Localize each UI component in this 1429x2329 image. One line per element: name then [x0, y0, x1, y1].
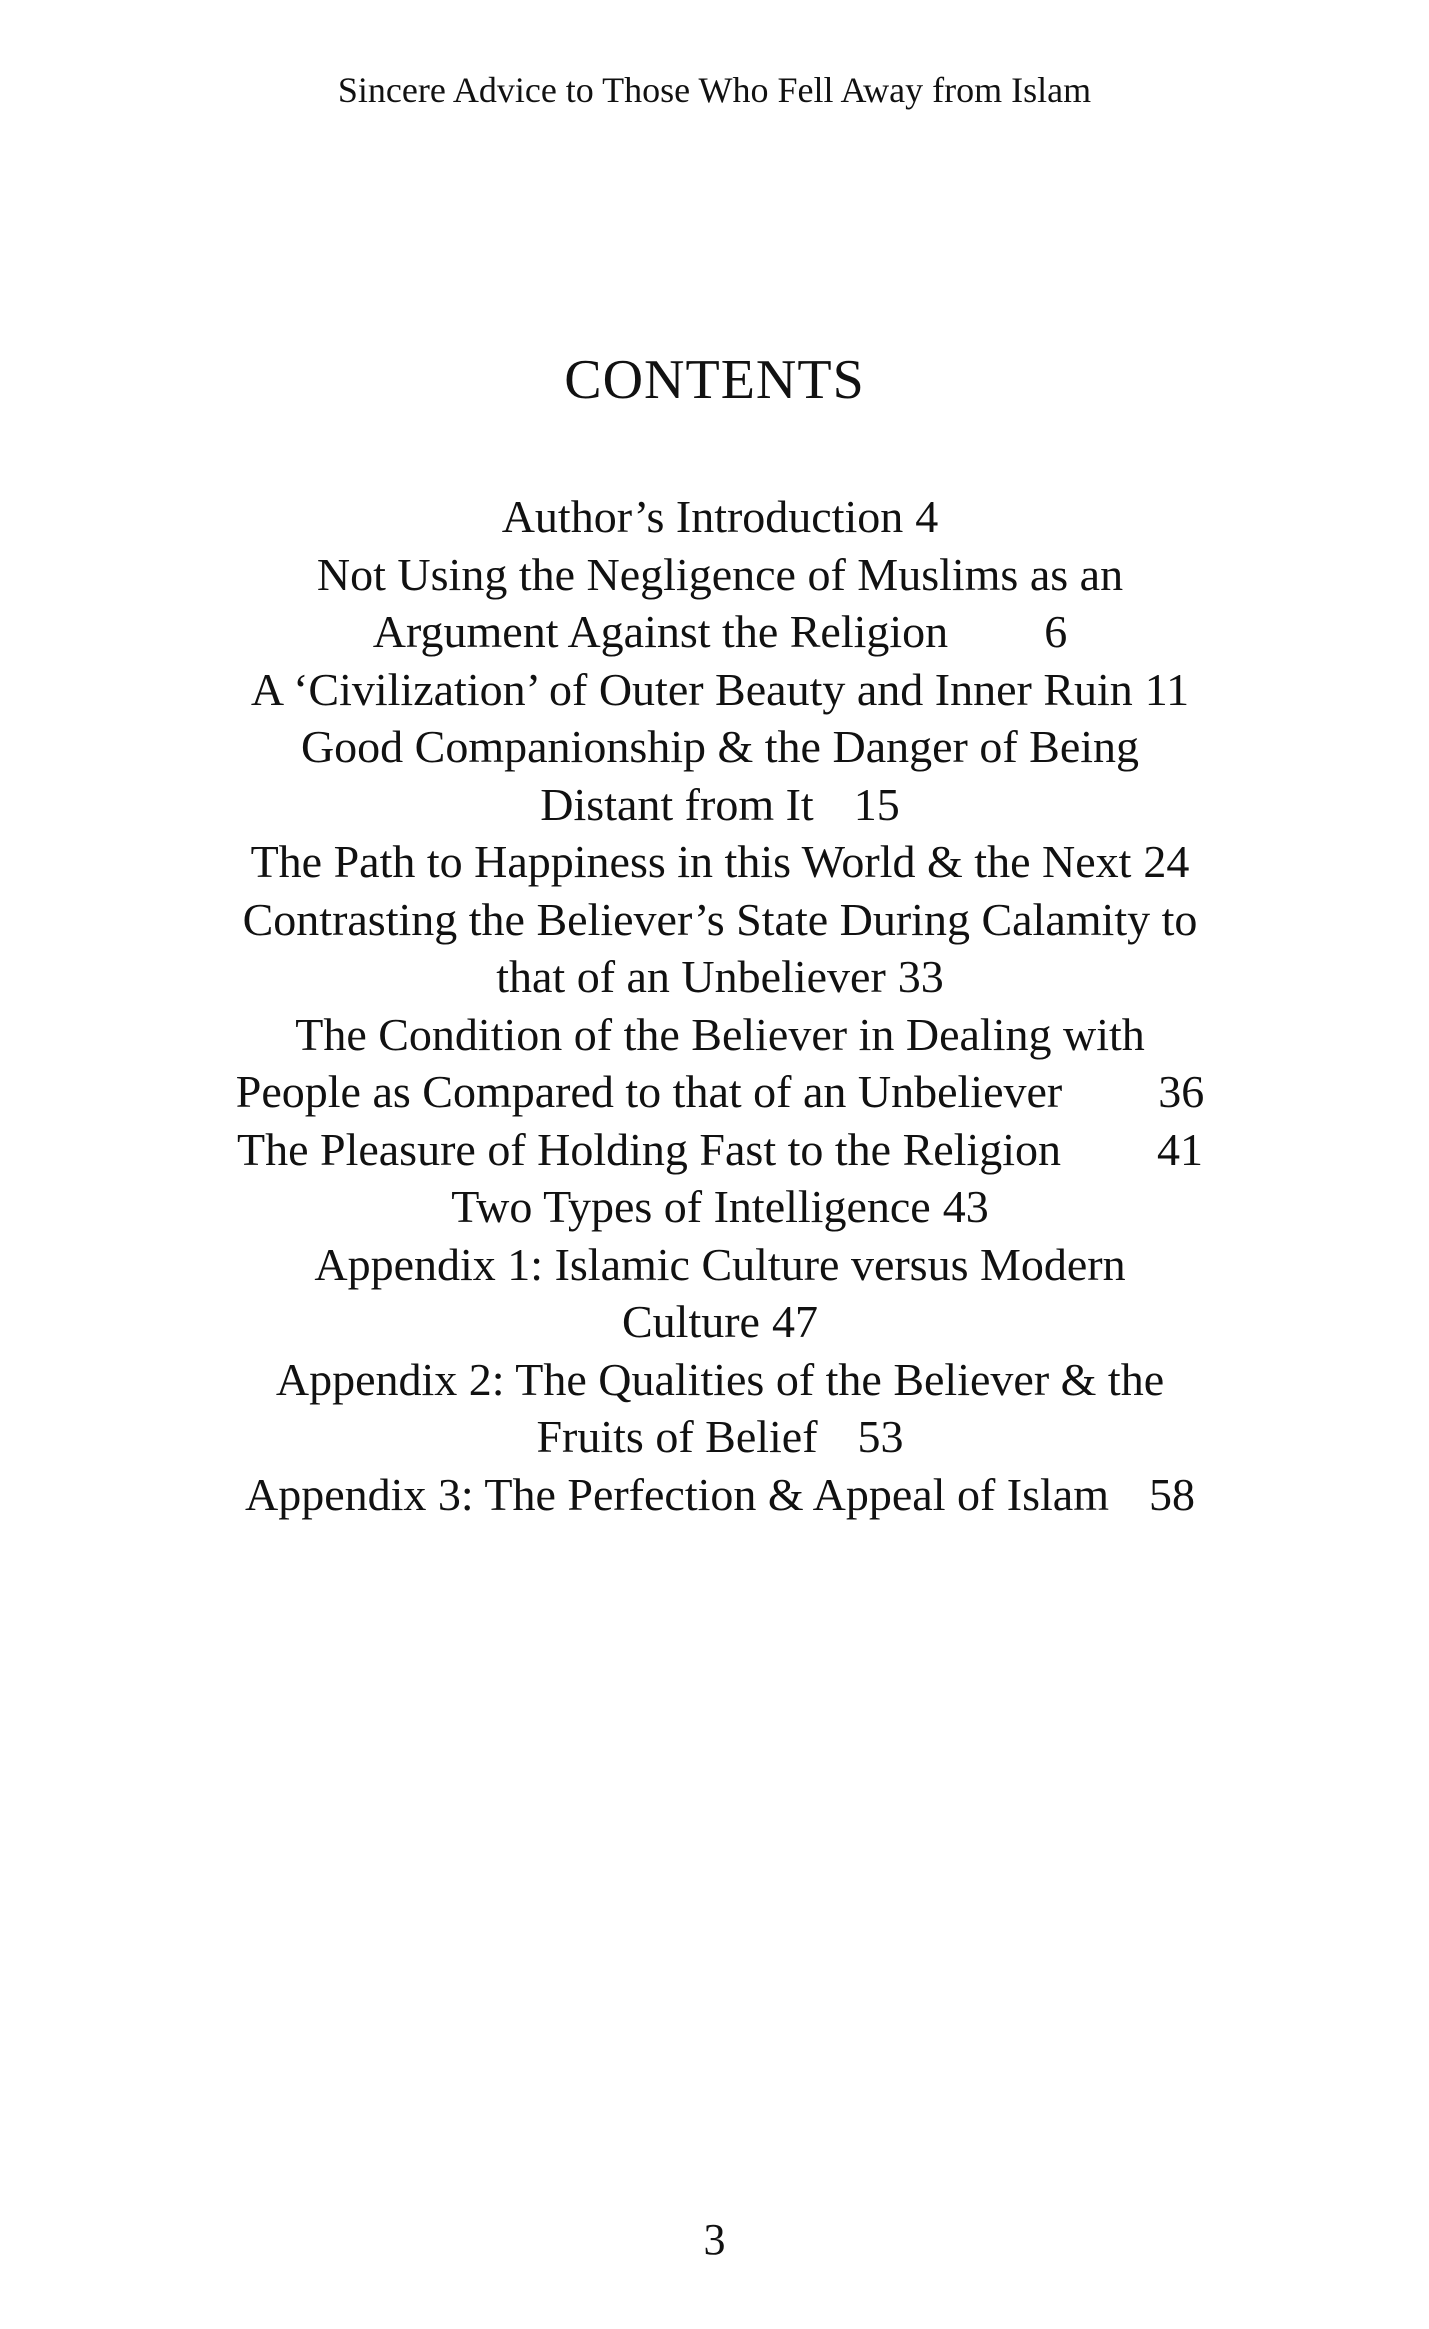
toc-line	[190, 603, 1250, 661]
toc-line	[190, 948, 1250, 1006]
toc-page-number: 43	[942, 1181, 989, 1232]
toc-line	[190, 661, 1250, 719]
toc-entry-authors-introduction[interactable]	[190, 488, 1250, 546]
toc-line	[190, 488, 1250, 546]
toc-entry-negligence-of-muslims[interactable]	[190, 546, 1250, 661]
toc-entry-title: Distant from It	[540, 778, 814, 830]
toc-entry-title: Appendix 2: The Qualities of the Believer & the	[275, 1353, 1165, 1405]
toc-entry-pleasure-of-holding-fast[interactable]	[190, 1121, 1250, 1179]
toc-entry-title: Not Using the Negligence of Muslims as an	[316, 548, 1124, 600]
toc-entry-title: Good Companionship & the Danger of Being	[300, 721, 1140, 772]
toc-line	[190, 1063, 1250, 1121]
toc-entry-title: The Condition of the Believer in Dealing with	[295, 1008, 1145, 1060]
toc-page-number: 6	[1044, 606, 1068, 657]
toc-page-number: 33	[897, 951, 944, 1002]
toc-line	[190, 1466, 1250, 1524]
table-of-contents	[190, 488, 1250, 1523]
toc-page-number: 24	[1143, 836, 1190, 887]
toc-entry-good-companionship[interactable]	[190, 718, 1250, 833]
toc-page-number: 41	[1157, 1123, 1204, 1175]
toc-entry-title: The Pleasure of Holding Fast to the Religion	[236, 1123, 1062, 1175]
toc-entry-title: Appendix 1: Islamic Culture versus Modern	[314, 1238, 1126, 1290]
toc-entry-two-types-of-intelligence[interactable]	[190, 1178, 1250, 1236]
toc-page-number: 4	[915, 491, 939, 542]
toc-entry-civilization[interactable]	[190, 661, 1250, 719]
toc-line	[190, 546, 1250, 604]
toc-line	[190, 1236, 1250, 1294]
toc-page-number: 11	[1144, 663, 1190, 715]
toc-entry-appendix-2[interactable]	[190, 1351, 1250, 1466]
toc-line	[190, 1351, 1250, 1409]
toc-entry-title: Appendix 3: The Perfection & Appeal of Islam	[244, 1468, 1109, 1520]
toc-line	[190, 1293, 1250, 1351]
toc-page-number: 53	[857, 1411, 904, 1462]
toc-entry-believer-dealing-with-people[interactable]	[190, 1006, 1250, 1121]
toc-page-number: 58	[1149, 1468, 1195, 1520]
toc-line	[190, 1121, 1250, 1179]
toc-line	[190, 718, 1250, 776]
toc-entry-title: Two Types of Intelligence	[451, 1181, 931, 1232]
toc-line	[190, 833, 1250, 891]
toc-line	[190, 891, 1250, 949]
toc-line	[190, 1006, 1250, 1064]
toc-entry-title: A ‘Civilization’ of Outer Beauty and Inner Ruin	[250, 663, 1133, 715]
toc-entry-appendix-1[interactable]	[190, 1236, 1250, 1351]
running-header: Sincere Advice to Those Who Fell Away from Islam	[337, 70, 1092, 110]
toc-entry-title: Contrasting the Believer’s State During Calamity to	[242, 893, 1198, 945]
toc-page-number: 47	[771, 1296, 818, 1347]
toc-line	[190, 776, 1250, 834]
toc-page-number: 15	[853, 778, 900, 830]
toc-entry-title: Argument Against the Religion	[372, 606, 949, 657]
page-number: 3	[703, 2215, 726, 2264]
toc-entry-path-to-happiness[interactable]	[190, 833, 1250, 891]
toc-entry-believers-state-calamity[interactable]	[190, 891, 1250, 1006]
toc-entry-title: Author’s Introduction	[501, 491, 904, 542]
contents-title: CONTENTS	[564, 349, 865, 411]
toc-entry-appendix-3[interactable]	[190, 1466, 1250, 1524]
toc-page-number: 36	[1158, 1066, 1205, 1117]
toc-line	[190, 1408, 1250, 1466]
toc-entry-title: The Path to Happiness in this World & the Next	[250, 836, 1132, 887]
toc-entry-title: that of an Unbeliever	[496, 951, 886, 1002]
toc-line	[190, 1178, 1250, 1236]
toc-entry-title: Fruits of Belief	[536, 1411, 818, 1462]
toc-entry-title: Culture	[622, 1296, 760, 1347]
toc-entry-title: People as Compared to that of an Unbeliever	[235, 1066, 1063, 1117]
